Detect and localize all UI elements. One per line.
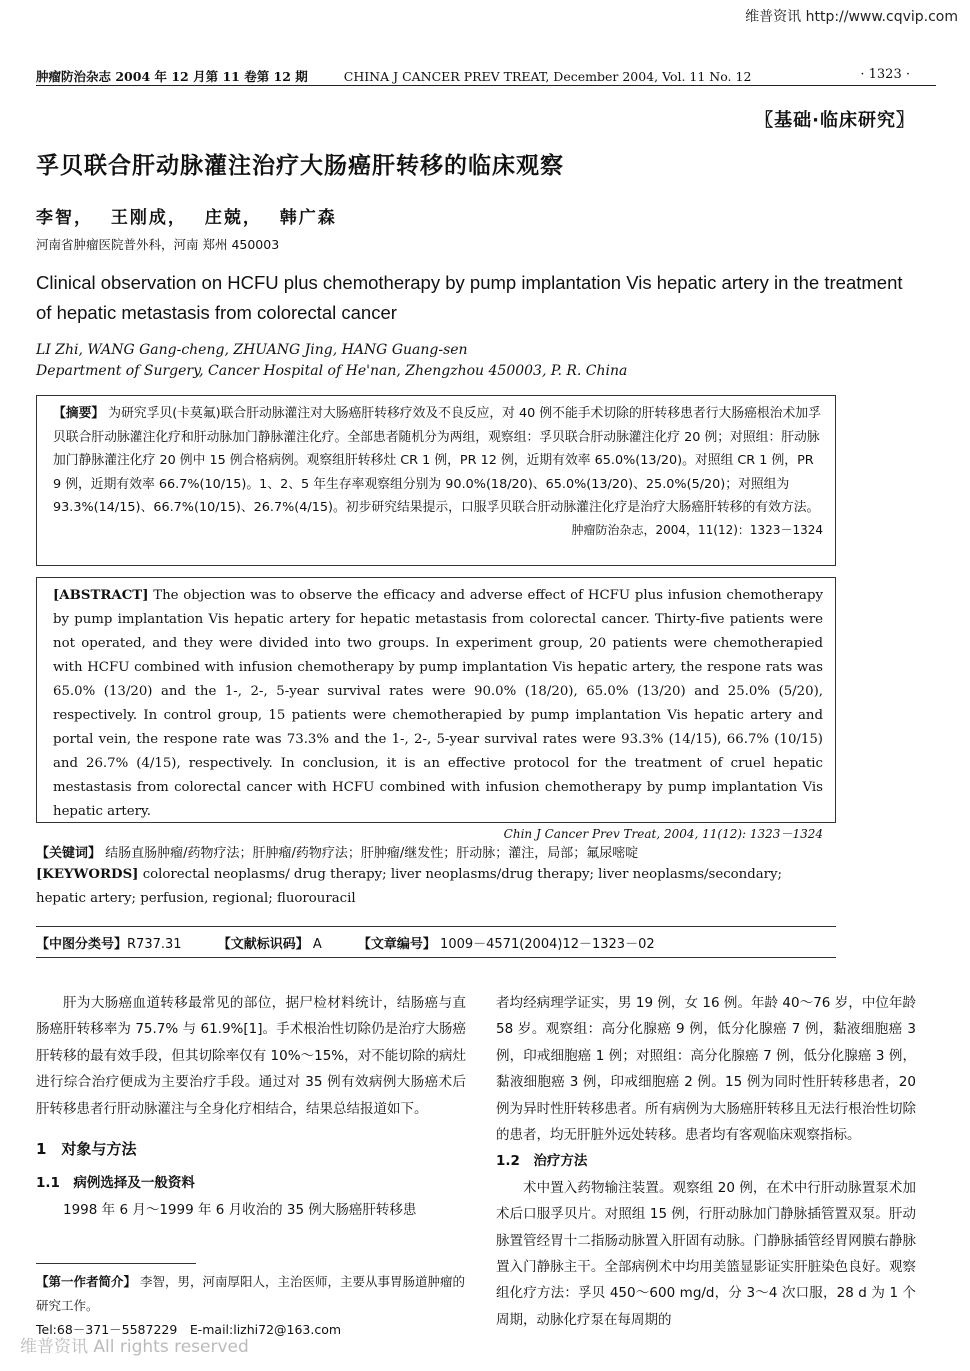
intro-paragraph: 肝为大肠癌血道转移最常见的部位，据尸检材料统计，结肠癌与直肠癌肝转移率为 75.7% 与 61.9%[1]。手术根治性切除仍是治疗大肠癌肝转移的最有效手段，但其切除率仅有 10%～15%，对不能切除的病灶进行综合治疗便成为主要治疗手段。通过对 35 例有效病例大肠癌术后肝转移患者行肝动脉灌注与全身化疗相结合，结果总结报道如下。 [36, 995, 466, 1117]
abstract-en-cite: Chin J Cancer Prev Treat, 2004, 11(12): 1323－1324 [503, 827, 823, 841]
affiliation-en: Department of Surgery, Cancer Hospital of He'nan, Zhengzhou 450003, P. R. China [36, 363, 628, 379]
journal-cn: 肿瘤防治杂志 2004 年 12 月第 11 卷第 12 期 [36, 69, 308, 84]
keywords-cn-text: 结肠直肠肿瘤/药物疗法；肝肿瘤/药物疗法；肝肿瘤/继发性；肝动脉；灌注，局部；氟尿嘧啶 [105, 846, 639, 861]
abstract-cn-box [36, 395, 836, 566]
watermark-top: 维普资讯 http://www.cqvip.com [745, 9, 958, 25]
doc-code-value: A [312, 937, 322, 952]
section-tag: 〖基础·临床研究〗 [755, 110, 915, 131]
subsection-heading-1-1: 1.1 病例选择及一般资料 [36, 1175, 195, 1192]
page-number: · 1323 · [860, 67, 910, 82]
abstract-cn-cite: 肿瘤防治杂志，2004，11(12)：1323－1324 [571, 522, 823, 537]
clc-label: 【中图分类号】 [36, 937, 128, 952]
body-right-column [496, 990, 916, 1333]
running-header [36, 67, 751, 85]
journal-en: CHINA J CANCER PREV TREAT, December 2004, Vol. 11 No. 12 [343, 69, 752, 84]
classification-rule-bottom [36, 957, 836, 958]
footnote-contact: Tel:68－371－5587229 E-mail:lizhi72@163.com [36, 1322, 342, 1337]
paragraph-1-2: 术中置入药物输注装置。观察组 20 例，在术中行肝动脉置泵术加术后口服孚贝片。对照组 15 例，行肝动脉加门静脉插管置双泵。肝动脉置管经胃十二指肠动脉置入肝固有动脉。门静脉插管经胃网膜右静脉置入门静脉主干。全部病例术中均用美篮显影证实肝脏染色良好。观察组化疗方法：孚贝 450～600 mg/d，分 3～4 次口服，28 d 为 1 个周期，动脉化疗泵在每周期的 [496, 1179, 916, 1328]
keywords-en [36, 863, 836, 911]
subsection-heading-1-2: 1.2 治疗方法 [496, 1153, 588, 1170]
header-rule [36, 85, 936, 86]
watermark-bottom: 维普资讯 All rights reserved [20, 1337, 249, 1357]
abstract-en-text: The objection was to observe the efficacy and adverse effect of HCFU plus infusion chemotherapy by pump implantation Vis hepatic artery for hepatic metastasis from colorectal cancer. Thirty-five patients were not operated, and they were divided into two groups. In experiment group, 20 patients were chemotherapied with HCFU combined with infusion chemotherapy by pump implantation Vis hepatic artery, the respone rats was 65.0% (13/20) and the 1-, 2-, 5-year survival rates were 90.0% (18/20), 65.0% (13/20) and 25.0% (5/20), respectively. In control group, 15 patients were chemotherapied by pump implantation Vis hepatic artery and portal vein, the respone rate was 73.3% and the 1-, 2-, 5-year survival rates were 93.3% (14/15), 66.7% (10/15) and 26.7% (4/15), respectively. In conclusion, it is an effective protocol for the treatment of cruel hepatic mestastasis from colorectal cancer with HCFU combined with infusion chemotherapy by pump implantation Vis hepatic artery. [53, 588, 824, 819]
keywords-en-label: [KEYWORDS] [36, 867, 139, 882]
abstract-cn-label: 【摘要】 [53, 406, 105, 421]
footnote-rule [36, 1263, 196, 1264]
paragraph-1-1-cont: 者均经病理学证实，男 19 例，女 16 例。年龄 40～76 岁，中位年龄 58 岁。观察组：高分化腺癌 9 例，低分化腺癌 7 例，黏液细胞癌 3 例，印戒细胞癌 1 例；对照组：高分化腺癌 7 例，低分化腺癌 3 例，黏液细胞癌 3 例，印戒细胞癌 2 例。15 例为同时性肝转移患者，20 例为异时性肝转移患者。所有病例为大肠癌肝转移且无法行根治性切除的患者，均无肝脏外远处转移。患者均有客观临床观察指标。 [496, 995, 916, 1144]
keywords-cn-label: 【关键词】 [36, 846, 102, 861]
authors-en: LI Zhi, WANG Gang-cheng, ZHUANG Jing, HANG Guang-sen [36, 342, 468, 358]
footnote-text: 李智，男，河南厚阳人，主治医师，主要从事胃肠道肿瘤的研究工作。 [36, 1274, 466, 1313]
abstract-en-box [36, 577, 836, 841]
abstract-cn-text: 为研究孚贝(卡莫氟)联合肝动脉灌注对大肠癌肝转移疗效及不良反应，对 40 例不能手术切除的肝转移患者行大肠癌根治术加孚贝联合肝动脉灌注化疗和肝动脉加门静脉灌注化疗。全部患者随机分为两组，观察组：孚贝联合肝动脉灌注化疗 20 例；对照组：肝动脉加门静脉灌注化疗 20 例中 15 例合格病例。观察组肝转移灶 CR 1 例，PR 12 例，近期有效率 65.0%(13/20)。对照组 CR 1 例，PR 9 例，近期有效率 66.7%(10/15)。1、2、5 年生存率观察组分别为 90.0%(18/20)、65.0%(13/20)、25.0%(5/20)；对照组为 93.3%(14/15)、66.7%(10/15)、26.7%(4/15)。初步研究结果提示，口服孚贝联合肝动脉灌注化疗是治疗大肠癌肝转移的有效方法。 [53, 406, 821, 515]
title-cn: 孚贝联合肝动脉灌注治疗大肠癌肝转移的临床观察 [36, 153, 564, 179]
abstract-en-label: [ABSTRACT] [53, 588, 149, 603]
keywords-cn [36, 842, 836, 861]
section-heading-1: 1 对象与方法 [36, 1140, 137, 1159]
doc-code-label: 【文献标识码】 [217, 937, 309, 952]
clc-value: R737.31 [127, 937, 182, 952]
body-left-column [36, 990, 466, 1223]
keywords-en-text: colorectal neoplasms/ drug therapy; liver neoplasms/drug therapy; liver neoplasms/secondary; hepatic artery; perfusion, regional; fluorouracil [36, 867, 783, 906]
footnote-label: 【第一作者简介】 [36, 1274, 137, 1289]
title-en: Clinical observation on HCFU plus chemotherapy by pump implantation Vis hepatic artery in the treatment of hepatic metastasis from colorectal cancer [36, 272, 903, 323]
article-id-value: 1009－4571(2004)12－1323－02 [440, 937, 655, 952]
affiliation-cn: 河南省肿瘤医院普外科，河南 郑州 450003 [36, 237, 280, 252]
footnote-author [36, 1270, 466, 1318]
article-id-item [358, 937, 655, 952]
doc-code-item [218, 937, 322, 952]
article-id-label: 【文章编号】 [357, 937, 436, 952]
classification-line [36, 933, 836, 952]
clc-item [36, 937, 182, 952]
authors-cn: 李智， 王刚成， 庄兢， 韩广森 [36, 208, 337, 228]
classification-rule-top [36, 926, 836, 927]
paragraph-1-1: 1998 年 6 月～1999 年 6 月收治的 35 例大肠癌肝转移患 [63, 1201, 417, 1218]
